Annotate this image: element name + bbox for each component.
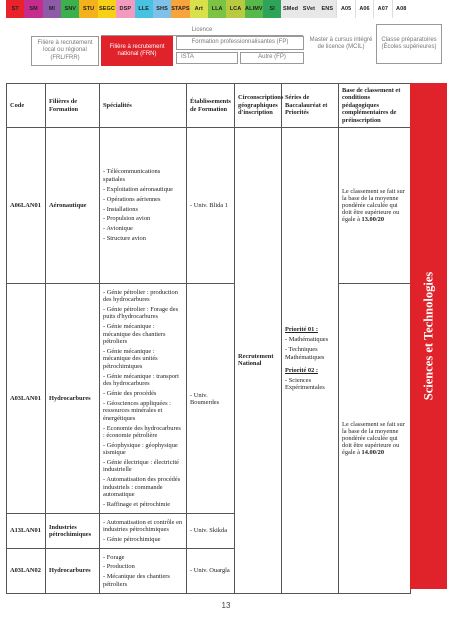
row-etablissement: - Univ. Boumerdes [187, 284, 235, 514]
header-base: Base de classement et conditions pédagogiques complémentaires de préinscription [339, 84, 411, 128]
list-item: - Avionique [103, 225, 133, 233]
list-item: - Structure avion [103, 235, 146, 243]
row-code: A03LAN01 [7, 284, 46, 514]
category-alimv: ALIMV [245, 0, 263, 18]
category-a07: A07 [373, 0, 391, 18]
category-art: Art [190, 0, 208, 18]
category-lle: LLE [135, 0, 153, 18]
list-item: - Installations [103, 205, 138, 213]
row-circonscription: Recrutement National [235, 128, 282, 594]
list-item: - Génie pétrolier : Forage des puits d'hydrocarbures [103, 305, 179, 321]
row-specialites [100, 548, 187, 593]
category-si: SI [263, 0, 281, 18]
filiere-legend [0, 0, 452, 80]
list-item: - Production [103, 563, 135, 571]
legend-ista: ISTA [176, 52, 238, 64]
legend-classe: Classe préparatoires (Écoles supérieures) [376, 24, 442, 64]
list-item: - Economie des hydrocarbures : économie pétrolière [103, 424, 181, 439]
row-filiere: Hydrocarbures [46, 284, 100, 514]
list-item: - Génie pétrolier : production des hydrocarbures [103, 288, 178, 303]
list-item: - Forage [103, 553, 125, 561]
list-item: - Génie des procédés [103, 389, 157, 397]
list-item: - Génie mécanique : mécanique des unités pétrochimiques [103, 347, 158, 370]
category-lla: LLA [208, 0, 226, 18]
table-row [7, 284, 411, 514]
legend-autre-fp: Autre (FP) [240, 52, 304, 64]
list-item: - Mécanique des chantiers pétroliers [103, 573, 170, 588]
row-filiere: Aéronautique [46, 128, 100, 284]
row-specialites [100, 128, 187, 284]
row-series [282, 128, 339, 594]
legend-frl: Filière à recrutement local ou régional (FRL/FRR) [31, 36, 99, 66]
list-item: - Automatisation des procédés industriels : commande automatique [103, 476, 181, 499]
list-item: - Génie mécanique : transport des hydrocarbures [103, 372, 179, 387]
list-item: - Génie pétrochimique [103, 535, 161, 543]
page-number: 13 [221, 601, 231, 610]
specialties-table [6, 83, 411, 594]
row-base [339, 128, 411, 284]
list-item: - Géosciences appliquées : ressources minérales et énergétiques [103, 399, 171, 422]
category-svet: SVet [300, 0, 318, 18]
list-item: - Opérations aériennes [103, 195, 161, 203]
category-shs: SHS [153, 0, 171, 18]
list-item: - Télécommunications spatiales [103, 168, 161, 183]
category-ens: ENS [318, 0, 336, 18]
legend-frn: Filière à recrutement national (FRN) [101, 36, 173, 66]
category-st: ST [6, 0, 24, 18]
base-score: 13.00/20 [361, 216, 385, 223]
legend-licence-title: Licence [101, 26, 303, 36]
base-text: Le classement se fait sur la base de la moyenne pondérée calculée qui doit être supérieure ou égale à [342, 188, 405, 223]
category-sm: SM [24, 0, 42, 18]
list-item: - Propulsion avion [103, 215, 151, 223]
list-item: - Automatisation et contrôle en industries pétrochimiques [103, 518, 183, 534]
sidebar-label: Sciences et Technologies [421, 271, 435, 401]
list-item: - Exploitation aéronautique [103, 185, 173, 193]
header-code: Code [7, 84, 46, 128]
list-item: - Mathématiques [285, 336, 329, 344]
category-a06: A06 [355, 0, 373, 18]
category-lca: LCA [226, 0, 244, 18]
category-a08: A08 [392, 0, 410, 18]
list-item: - Génie mécanique : mécanique des chantiers pétroliers [103, 323, 166, 345]
header-filiere: Filières de Formation [46, 84, 100, 128]
row-etablissement: - Univ. Ouargla [187, 548, 235, 593]
row-filiere: Industries pétrochimiques [46, 514, 100, 549]
header-series: Séries de Baccalauréat et Priorités [282, 84, 339, 128]
row-etablissement: - Univ. Blida 1 [187, 128, 235, 284]
base-score: 14.00/20 [361, 448, 385, 456]
legend-master: Master à cursus intégré de licence (MCIL) [309, 24, 373, 64]
priorite1-title: Priorité 01 : [285, 326, 319, 334]
category-segc: SEGC [98, 0, 116, 18]
category-dsp: DSP [116, 0, 134, 18]
category-mi: MI [43, 0, 61, 18]
row-base [339, 284, 411, 594]
list-item: - Génie électrique : électricité industrielle [103, 459, 179, 474]
category-smed: SMed [281, 0, 299, 18]
header-etablissements: Établissements de Formation [187, 84, 235, 128]
list-item: - Techniques Mathématiques [285, 346, 325, 361]
category-a05: A05 [336, 0, 354, 18]
row-filiere: Hydrocarbures [46, 548, 100, 593]
table-header-row [7, 84, 411, 128]
row-code: A13LAN01 [7, 514, 46, 549]
list-item: - Raffinage et pétrochimie [103, 501, 171, 509]
table-row [7, 128, 411, 284]
row-specialites [100, 284, 187, 514]
category-snv: SNV [61, 0, 79, 18]
row-code: A06LAN01 [7, 128, 46, 284]
row-etablissement: - Univ. Skikda [187, 514, 235, 549]
header-circonscriptions: Circonscriptions géographiques d'inscription [235, 84, 282, 128]
row-code: A03LAN02 [7, 548, 46, 593]
list-item: - Sciences Expérimentales [285, 377, 325, 392]
section-sidebar [410, 83, 447, 589]
category-stu: STU [79, 0, 97, 18]
category-staps: STAPS [171, 0, 189, 18]
legend-fp-title: Formation professionnalisantes (FP) [176, 36, 304, 50]
row-specialites [100, 514, 187, 549]
list-item: - Géophysique : géophysique sismique [103, 441, 178, 457]
header-specialites: Spécialités [100, 84, 187, 128]
priorite2-title: Priorité 02 : [285, 367, 319, 375]
base-text: Le classement se fait sur la base de la moyenne pondérée calculée qui doit être supérieure ou égale à [342, 420, 405, 456]
